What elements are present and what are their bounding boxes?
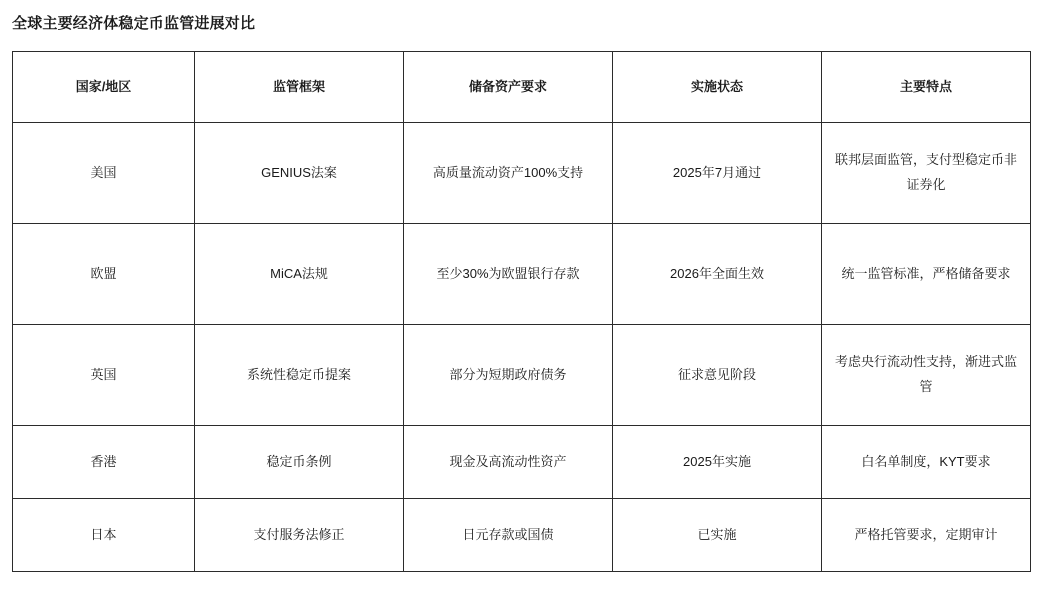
cell-reserve: 部分为短期政府债务 — [404, 325, 613, 426]
column-header-country: 国家/地区 — [13, 52, 195, 123]
cell-status: 2026年全面生效 — [613, 224, 822, 325]
table-row — [13, 325, 1031, 426]
table-row — [13, 426, 1031, 499]
cell-country: 美国 — [13, 123, 195, 224]
cell-country: 英国 — [13, 325, 195, 426]
cell-status: 2025年7月通过 — [613, 123, 822, 224]
cell-country: 香港 — [13, 426, 195, 499]
cell-features: 联邦层面监管，支付型稳定币非证券化 — [822, 123, 1031, 224]
column-header-features: 主要特点 — [822, 52, 1031, 123]
table-header — [13, 52, 1031, 123]
cell-features: 严格托管要求，定期审计 — [822, 499, 1031, 572]
cell-status: 已实施 — [613, 499, 822, 572]
cell-country: 欧盟 — [13, 224, 195, 325]
cell-country: 日本 — [13, 499, 195, 572]
cell-framework: 支付服务法修正 — [195, 499, 404, 572]
cell-reserve: 现金及高流动性资产 — [404, 426, 613, 499]
cell-reserve: 至少30%为欧盟银行存款 — [404, 224, 613, 325]
table-header-row — [13, 52, 1031, 123]
cell-features: 白名单制度，KYT要求 — [822, 426, 1031, 499]
column-header-framework: 监管框架 — [195, 52, 404, 123]
cell-framework: 系统性稳定币提案 — [195, 325, 404, 426]
cell-framework: GENIUS法案 — [195, 123, 404, 224]
cell-framework: MiCA法规 — [195, 224, 404, 325]
cell-status: 征求意见阶段 — [613, 325, 822, 426]
cell-status: 2025年实施 — [613, 426, 822, 499]
column-header-status: 实施状态 — [613, 52, 822, 123]
cell-framework: 稳定币条例 — [195, 426, 404, 499]
table-row — [13, 499, 1031, 572]
table-row — [13, 224, 1031, 325]
column-header-reserve: 储备资产要求 — [404, 52, 613, 123]
stablecoin-regulation-table — [12, 51, 1031, 572]
cell-reserve: 高质量流动资产100%支持 — [404, 123, 613, 224]
cell-features: 考虑央行流动性支持，渐进式监管 — [822, 325, 1031, 426]
table-body — [13, 123, 1031, 572]
page-title: 全球主要经济体稳定币监管进展对比 — [12, 15, 256, 32]
table-row — [13, 123, 1031, 224]
cell-features: 统一监管标准，严格储备要求 — [822, 224, 1031, 325]
cell-reserve: 日元存款或国债 — [404, 499, 613, 572]
